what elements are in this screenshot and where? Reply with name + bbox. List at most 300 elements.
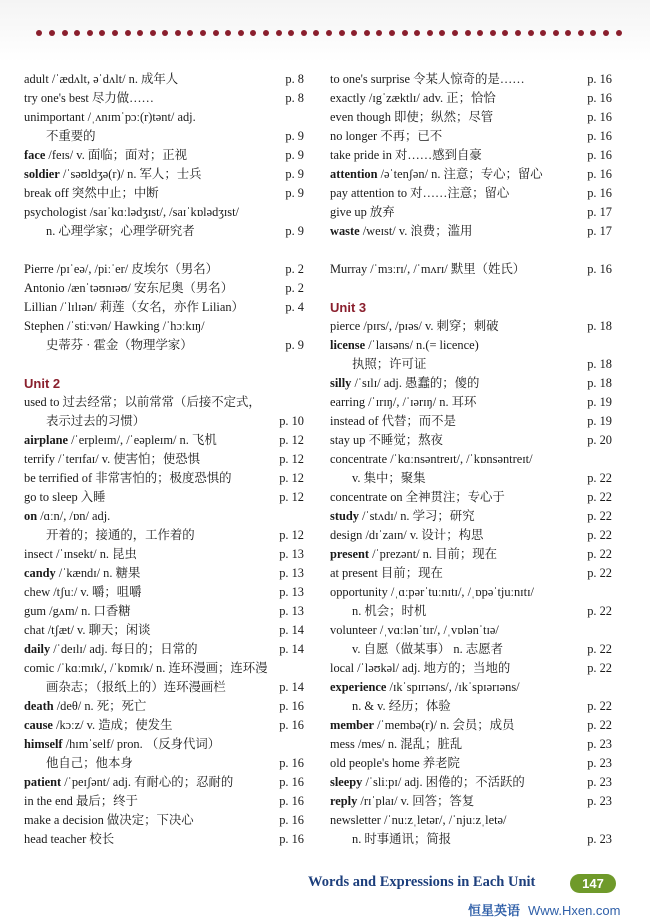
decorative-dot <box>49 30 55 36</box>
decorative-dot <box>99 30 105 36</box>
page-reference: p. 13 <box>279 547 304 561</box>
vocab-entry <box>24 450 304 469</box>
entry-definition: pierce /pɪrs/, /pɪəs/ v. 刺穿；刺破 <box>330 319 499 333</box>
decorative-dot <box>238 30 244 36</box>
entry-definition: make a decision 做决定；下决心 <box>24 813 194 827</box>
decorative-dot <box>414 30 420 36</box>
entry-definition: opportunity /ˌɑːpərˈtuːnɪtɪ/, /ˌɒpəˈtjuːnɪtɪ/ <box>330 585 534 599</box>
page-reference: p. 22 <box>587 718 612 732</box>
page-reference: p. 8 <box>285 72 304 86</box>
entry-definition: in the end 最后；终于 <box>24 794 138 808</box>
decorative-dot <box>74 30 80 36</box>
entry-text <box>24 412 304 431</box>
vocab-entry <box>330 450 612 469</box>
vocab-entry <box>24 621 304 640</box>
decorative-dot <box>276 30 282 36</box>
vocab-entry <box>330 659 612 678</box>
entry-text <box>24 697 304 716</box>
headword: license <box>330 338 366 352</box>
watermark <box>468 900 620 919</box>
entry-definition: gum /gʌm/ n. 口香糖 <box>24 604 131 618</box>
page-reference: p. 9 <box>285 338 304 352</box>
entry-text <box>24 830 304 849</box>
vocab-entry <box>330 678 612 697</box>
decorative-dot <box>528 30 534 36</box>
page-reference: p. 14 <box>279 680 304 694</box>
page-reference: p. 22 <box>587 490 612 504</box>
page-number-badge: 147 <box>570 874 616 893</box>
entry-text <box>24 735 304 754</box>
page-reference: p. 19 <box>587 395 612 409</box>
decorative-dot <box>137 30 143 36</box>
decorative-dot <box>515 30 521 36</box>
decorative-dot <box>565 30 571 36</box>
entry-definition: n. 机会；时机 <box>352 604 427 618</box>
entry-text <box>330 412 612 431</box>
vocab-entry <box>330 146 612 165</box>
entry-text <box>330 716 612 735</box>
entry-continuation <box>330 469 612 488</box>
entry-definition: head teacher 校长 <box>24 832 115 846</box>
entry-text <box>330 203 612 222</box>
entry-text <box>330 830 612 849</box>
entry-text <box>24 564 304 583</box>
entry-definition: Lillian /ˈlɪlɪən/ 莉莲（女名，亦作 Lilian） <box>24 300 244 314</box>
vocab-entry <box>24 298 304 317</box>
page-reference: p. 16 <box>587 148 612 162</box>
decorative-dot <box>250 30 256 36</box>
vocab-entry <box>330 184 612 203</box>
decorative-dot <box>364 30 370 36</box>
entry-text <box>330 602 612 621</box>
entry-continuation <box>330 830 612 849</box>
page-reference: p. 23 <box>587 737 612 751</box>
vocab-entry <box>330 545 612 564</box>
page-reference: p. 22 <box>587 566 612 580</box>
entry-text <box>330 811 612 830</box>
page-reference: p. 2 <box>285 262 304 276</box>
entry-text <box>24 127 304 146</box>
decorative-dot <box>553 30 559 36</box>
page-reference: p. 12 <box>279 471 304 485</box>
page-reference: p. 22 <box>587 528 612 542</box>
vocab-entry <box>330 108 612 127</box>
headword: patient <box>24 775 62 789</box>
vocab-entry <box>330 811 612 830</box>
entry-definition: no longer 不再；已不 <box>330 129 443 143</box>
entry-text <box>330 374 612 393</box>
spacer <box>330 241 612 260</box>
vocab-entry <box>24 811 304 830</box>
entry-definition: Murray /ˈmɜːrɪ/, /ˈmʌrɪ/ 默里（姓氏） <box>330 262 526 276</box>
page-reference: p. 18 <box>587 357 612 371</box>
entry-definition: /rɪˈplaɪ/ v. 回答；答复 <box>357 794 475 808</box>
decorative-dot <box>200 30 206 36</box>
headword: himself <box>24 737 63 751</box>
decorative-dot <box>402 30 408 36</box>
entry-text <box>24 146 304 165</box>
entry-text <box>330 488 612 507</box>
decorative-dot <box>313 30 319 36</box>
decorative-dot <box>590 30 596 36</box>
entry-definition: 不重要的 <box>46 129 96 143</box>
vocab-entry <box>24 716 304 735</box>
entry-text <box>330 127 612 146</box>
vocab-entry <box>330 374 612 393</box>
entry-text <box>24 678 304 697</box>
headword: cause <box>24 718 53 732</box>
entry-text <box>24 222 304 241</box>
entry-text <box>24 317 304 336</box>
entry-definition: insect /ˈɪnsekt/ n. 昆虫 <box>24 547 137 561</box>
decorative-dot <box>477 30 483 36</box>
headword: sleepy <box>330 775 363 789</box>
entry-definition: stay up 不睡觉；熬夜 <box>330 433 443 447</box>
vocab-entry <box>24 507 304 526</box>
entry-definition: n. 心理学家；心理学研究者 <box>46 224 195 238</box>
entry-text <box>330 108 612 127</box>
decorative-dot <box>175 30 181 36</box>
entry-text <box>24 89 304 108</box>
vocab-entry <box>24 488 304 507</box>
page-reference: p. 14 <box>279 642 304 656</box>
page-reference: p. 12 <box>279 490 304 504</box>
headword: study <box>330 509 359 523</box>
page-reference: p. 12 <box>279 528 304 542</box>
vocab-entry <box>24 640 304 659</box>
vocab-entry <box>330 203 612 222</box>
vocab-entry <box>24 583 304 602</box>
page-reference: p. 16 <box>279 832 304 846</box>
entry-definition: /ˈsliːpɪ/ adj. 困倦的；不活跃的 <box>362 775 525 789</box>
entry-definition: pay attention to 对……注意；留心 <box>330 186 510 200</box>
decorative-dot <box>578 30 584 36</box>
entry-definition: 他自己；他本身 <box>46 756 133 770</box>
entry-definition: go to sleep 入睡 <box>24 490 106 504</box>
page-reference: p. 22 <box>587 699 612 713</box>
entry-text <box>330 222 612 241</box>
entry-text <box>330 773 612 792</box>
vocab-entry <box>330 127 612 146</box>
watermark-url: Www.Hxen.com <box>528 903 621 918</box>
entry-text <box>330 659 612 678</box>
entry-text <box>330 336 612 355</box>
entry-definition: psychologist /saɪˈkɑːlədʒɪst/, /saɪˈkɒlədʒɪst/ <box>24 205 239 219</box>
page-reference: p. 17 <box>587 224 612 238</box>
entry-definition: Pierre /pɪˈeə/, /piːˈer/ 皮埃尔（男名） <box>24 262 219 276</box>
entry-text <box>330 583 612 602</box>
entry-text <box>330 260 612 279</box>
entry-definition: /ɪkˈspɪrɪəns/, /ɪkˈspɪərɪəns/ <box>386 680 520 694</box>
page-reference: p. 9 <box>285 186 304 200</box>
vocab-entry <box>330 70 612 89</box>
headword: experience <box>330 680 387 694</box>
entry-text <box>24 773 304 792</box>
entry-text <box>24 469 304 488</box>
page-reference: p. 13 <box>279 566 304 580</box>
decorative-dot <box>263 30 269 36</box>
page-reference: p. 23 <box>587 832 612 846</box>
entry-definition: earring /ˈɪrɪŋ/, /ˈɪərɪŋ/ n. 耳环 <box>330 395 477 409</box>
vocab-entry <box>330 488 612 507</box>
entry-text <box>330 564 612 583</box>
vocab-entry <box>330 431 612 450</box>
page-reference: p. 16 <box>279 794 304 808</box>
page-reference: p. 14 <box>279 623 304 637</box>
right-column <box>330 70 612 849</box>
entry-continuation <box>24 412 304 431</box>
entry-definition: 史蒂芬 · 霍金（物理学家） <box>46 338 193 352</box>
vocab-entry <box>24 260 304 279</box>
page-reference: p. 18 <box>587 319 612 333</box>
entry-text <box>24 754 304 773</box>
decorative-dot <box>112 30 118 36</box>
entry-text <box>24 450 304 469</box>
vocab-entry <box>330 792 612 811</box>
entry-definition: v. 自愿（做某事） n. 志愿者 <box>352 642 503 656</box>
entry-text <box>330 450 612 469</box>
vocab-entry <box>330 336 612 355</box>
section-title: Words and Expressions in Each Unit <box>308 874 536 890</box>
entry-definition: Stephen /ˈstiːvən/ Hawking /ˈhɔːkɪŋ/ <box>24 319 205 333</box>
page-reference: p. 13 <box>279 585 304 599</box>
entry-definition: n. & v. 经历；体验 <box>352 699 451 713</box>
headword: reply <box>330 794 358 808</box>
entry-text <box>330 317 612 336</box>
decorative-dot <box>62 30 68 36</box>
decorative-dot <box>125 30 131 36</box>
vocab-entry <box>24 469 304 488</box>
vocab-entry <box>330 754 612 773</box>
decorative-dot <box>616 30 622 36</box>
entry-text <box>24 526 304 545</box>
entry-definition: exactly /ɪgˈzæktlɪ/ adv. 正；恰恰 <box>330 91 496 105</box>
entry-text <box>24 488 304 507</box>
page-reference: p. 16 <box>587 91 612 105</box>
decorative-dot <box>603 30 609 36</box>
entry-definition: give up 放弃 <box>330 205 395 219</box>
entry-definition: /hɪmˈself/ pron. （反身代词） <box>62 737 221 751</box>
entry-text <box>24 298 304 317</box>
vocab-entry <box>330 564 612 583</box>
entry-definition: be terrified of 非常害怕的；极度恐惧的 <box>24 471 232 485</box>
page-reference: p. 23 <box>587 756 612 770</box>
entry-definition: at present 目前；现在 <box>330 566 443 580</box>
entry-definition: /əˈtenʃən/ n. 注意；专心；留心 <box>377 167 543 181</box>
entry-definition: concentrate on 全神贯注；专心于 <box>330 490 505 504</box>
page-reference: p. 16 <box>587 186 612 200</box>
headword: member <box>330 718 375 732</box>
decorative-dot <box>465 30 471 36</box>
entry-text <box>330 754 612 773</box>
decorative-dot <box>326 30 332 36</box>
entry-continuation <box>24 127 304 146</box>
page-reference: p. 16 <box>279 775 304 789</box>
entry-text <box>330 621 612 640</box>
entry-definition: n. 时事通讯；简报 <box>352 832 452 846</box>
page-reference: p. 9 <box>285 129 304 143</box>
entry-text <box>24 260 304 279</box>
page-reference: p. 16 <box>279 756 304 770</box>
page-reference: p. 16 <box>279 718 304 732</box>
page-reference: p. 10 <box>279 414 304 428</box>
entry-definition: 开着的；接通的，工作着的 <box>46 528 195 542</box>
entry-text <box>24 108 304 127</box>
vocab-entry <box>24 659 304 678</box>
entry-text <box>24 184 304 203</box>
headword: airplane <box>24 433 69 447</box>
entry-definition: 执照；许可证 <box>352 357 427 371</box>
page-reference: p. 16 <box>587 262 612 276</box>
vocab-entry <box>24 108 304 127</box>
entry-definition: /ˈstʌdɪ/ n. 学习；研究 <box>358 509 475 523</box>
entry-text <box>330 469 612 488</box>
entry-definition: /ˈmembə(r)/ n. 会员；成员 <box>374 718 515 732</box>
page-reference: p. 20 <box>587 433 612 447</box>
page-reference: p. 9 <box>285 224 304 238</box>
entry-text <box>330 735 612 754</box>
entry-continuation <box>24 678 304 697</box>
decorative-dot <box>288 30 294 36</box>
entry-text <box>330 697 612 716</box>
vocab-entry <box>330 412 612 431</box>
unit-heading: Unit 3 <box>330 300 367 315</box>
headword: candy <box>24 566 56 580</box>
entry-definition: /ˈsɪlɪ/ adj. 愚蠢的；傻的 <box>351 376 480 390</box>
entry-continuation <box>330 640 612 659</box>
vocab-entry <box>24 602 304 621</box>
entry-text <box>24 545 304 564</box>
entry-definition: /ˈlaɪsəns/ n.(= licence) <box>365 338 479 352</box>
entry-continuation <box>330 602 612 621</box>
entry-text <box>24 621 304 640</box>
entry-definition: /ˈdeɪlɪ/ adj. 每日的；日常的 <box>50 642 198 656</box>
vocab-entry <box>24 184 304 203</box>
watermark-brand: 恒星英语 <box>468 903 521 918</box>
entry-text <box>24 716 304 735</box>
entry-text <box>24 279 304 298</box>
decorative-dot <box>490 30 496 36</box>
entry-definition: concentrate /ˈkɑːnsəntreɪt/, /ˈkɒnsəntreɪt/ <box>330 452 533 466</box>
entry-definition: mess /mes/ n. 混乱；脏乱 <box>330 737 463 751</box>
decorative-dot <box>301 30 307 36</box>
headword: soldier <box>24 167 60 181</box>
entry-text <box>330 678 612 697</box>
entry-text <box>24 203 304 222</box>
vocab-entry <box>330 260 612 279</box>
vocab-entry <box>24 165 304 184</box>
vocab-entry <box>24 545 304 564</box>
page-reference: p. 22 <box>587 509 612 523</box>
entry-text <box>330 507 612 526</box>
entry-text <box>330 184 612 203</box>
entry-definition: /ˈkændɪ/ n. 糖果 <box>55 566 141 580</box>
decorative-dot-row <box>0 28 650 40</box>
entry-text <box>330 70 612 89</box>
entry-definition: 表示过去的习惯） <box>46 414 146 428</box>
vocab-entry <box>24 697 304 716</box>
page-reference: p. 22 <box>587 661 612 675</box>
vocab-entry <box>330 89 612 108</box>
entry-text <box>24 393 304 412</box>
decorative-dot <box>36 30 42 36</box>
page-reference: p. 22 <box>587 642 612 656</box>
vocab-entry <box>330 621 612 640</box>
entry-definition: 画杂志；（报纸上的）连环漫画栏 <box>46 680 226 694</box>
vocab-entry <box>24 393 304 412</box>
decorative-dot <box>452 30 458 36</box>
headword: attention <box>330 167 378 181</box>
vocab-entry <box>24 146 304 165</box>
entry-definition: newsletter /ˈnuːzˌletər/, /ˈnjuːzˌletə/ <box>330 813 507 827</box>
entry-definition: /ˈprezənt/ n. 目前；现在 <box>369 547 498 561</box>
entry-definition: unimportant /ˌʌnɪmˈpɔː(r)tənt/ adj. <box>24 110 196 124</box>
page-reference: p. 16 <box>587 72 612 86</box>
page-reference: p. 22 <box>587 471 612 485</box>
entry-text <box>24 431 304 450</box>
entry-definition: chew /tʃuː/ v. 嚼；咀嚼 <box>24 585 142 599</box>
entry-definition: to one's surprise 令某人惊奇的是…… <box>330 72 525 86</box>
page-reference: p. 8 <box>285 91 304 105</box>
entry-text <box>24 811 304 830</box>
entry-definition: Antonio /ænˈtəʊnɪəʊ/ 安东尼奥（男名） <box>24 281 234 295</box>
vocab-entry <box>24 431 304 450</box>
entry-definition: /ˈsəʊldʒə(r)/ n. 军人；士兵 <box>59 167 202 181</box>
page-reference: p. 16 <box>279 699 304 713</box>
page-reference: p. 9 <box>285 148 304 162</box>
entry-continuation <box>24 222 304 241</box>
vocab-entry <box>24 735 304 754</box>
vocab-entry <box>24 830 304 849</box>
vocab-entry <box>330 507 612 526</box>
entry-continuation <box>330 697 612 716</box>
entry-text <box>330 165 612 184</box>
headword: on <box>24 509 38 523</box>
decorative-dot <box>502 30 508 36</box>
page-reference: p. 16 <box>587 110 612 124</box>
headword: death <box>24 699 54 713</box>
entry-definition: v. 集中；聚集 <box>352 471 426 485</box>
entry-text <box>330 431 612 450</box>
vocab-entry <box>24 317 304 336</box>
vocab-entry <box>24 70 304 89</box>
page-reference: p. 4 <box>285 300 304 314</box>
header-band <box>0 0 650 62</box>
headword: face <box>24 148 46 162</box>
entry-text <box>24 602 304 621</box>
decorative-dot <box>150 30 156 36</box>
page-reference: p. 18 <box>587 376 612 390</box>
entry-definition: /weɪst/ v. 浪费；滥用 <box>359 224 473 238</box>
decorative-dot <box>339 30 345 36</box>
entry-continuation <box>24 526 304 545</box>
page-reference: p. 2 <box>285 281 304 295</box>
decorative-dot <box>225 30 231 36</box>
entry-definition: old people's home 养老院 <box>330 756 460 770</box>
page-reference: p. 16 <box>587 167 612 181</box>
entry-definition: break off 突然中止；中断 <box>24 186 159 200</box>
decorative-dot <box>427 30 433 36</box>
entry-definition: try one's best 尽力做…… <box>24 91 154 105</box>
entry-definition: used to 过去经常；以前常常（后接不定式， <box>24 395 261 409</box>
vocab-entry <box>330 716 612 735</box>
headword: waste <box>330 224 360 238</box>
decorative-dot <box>376 30 382 36</box>
page-reference: p. 23 <box>587 794 612 808</box>
page-reference: p. 13 <box>279 604 304 618</box>
entry-definition: comic /ˈkɑːmɪk/, /ˈkɒmɪk/ n. 连环漫画；连环漫 <box>24 661 268 675</box>
entry-definition: volunteer /ˌvɑːlənˈtɪr/, /ˌvɒlənˈtɪə/ <box>330 623 499 637</box>
